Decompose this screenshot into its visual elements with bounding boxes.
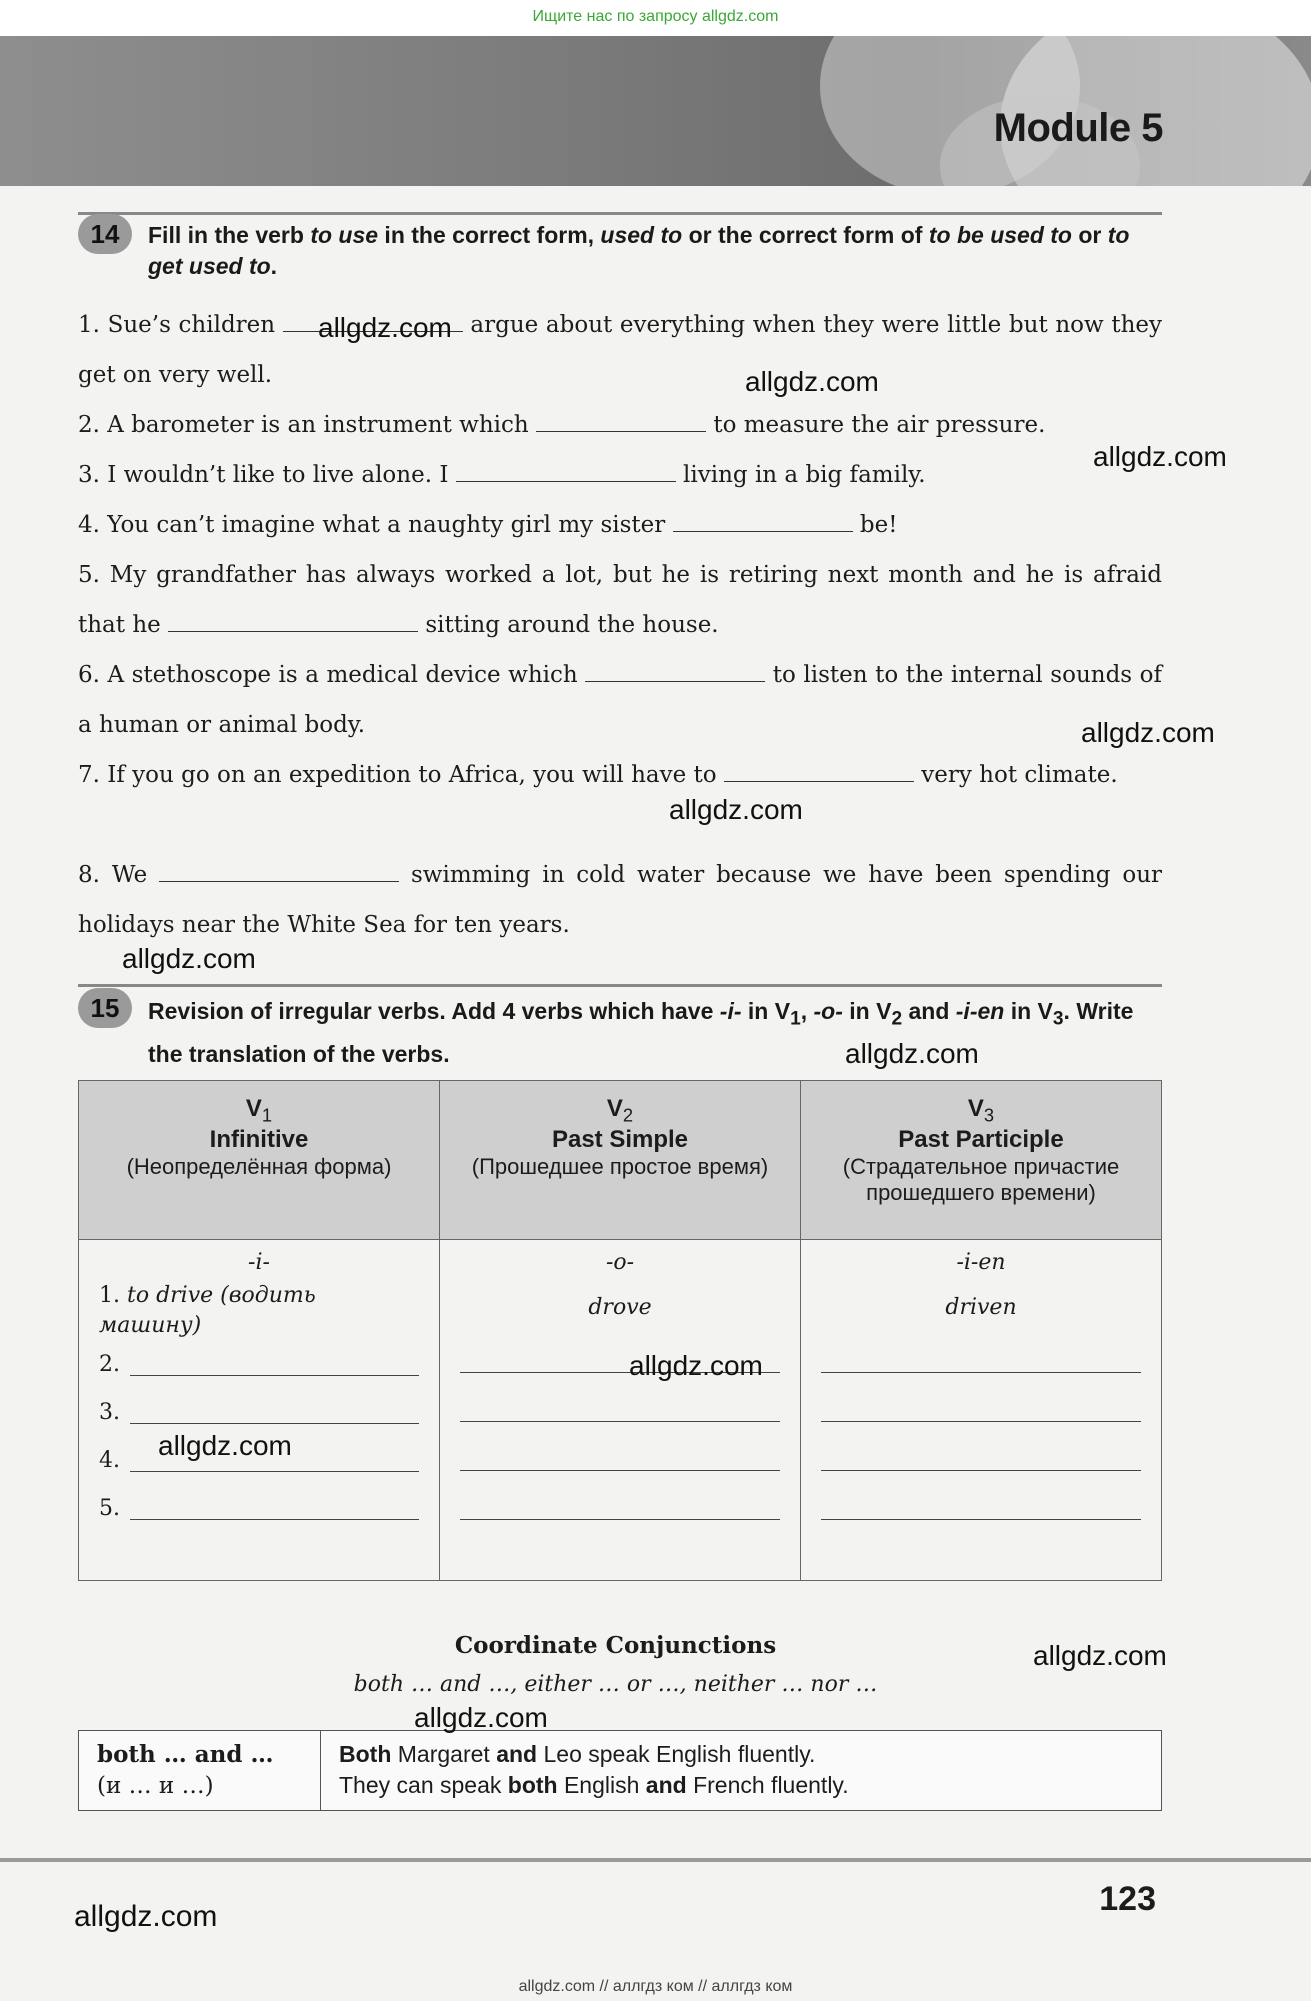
column-header-v2 <box>440 1081 801 1240</box>
ex-bold: both <box>507 1772 558 1798</box>
module-title: Module 5 <box>993 106 1163 150</box>
sentence-text: 8. We <box>78 862 148 888</box>
sentence-4 <box>78 500 1162 550</box>
row-number: 5. <box>99 1496 120 1521</box>
instr-italic: used to <box>600 222 683 248</box>
exercise-14-instruction <box>148 220 1162 282</box>
sentence-text: 2. A barometer is an instrument which <box>78 412 529 438</box>
instr-italic: to get used to <box>148 222 1130 279</box>
instr-text: in the correct form, <box>378 222 601 248</box>
answer-line[interactable] <box>460 1493 780 1520</box>
answer-row <box>99 1349 419 1381</box>
ending-label: -i- <box>248 1250 270 1275</box>
instr-text: Fill in the verb <box>148 222 311 248</box>
column-body-v2 <box>440 1240 801 1581</box>
instr-sub: 1 <box>790 1008 801 1030</box>
example-row <box>99 1281 419 1341</box>
ex-bold: Both <box>339 1741 392 1767</box>
answer-line[interactable] <box>821 1346 1141 1373</box>
watermark: allgdz.com <box>1033 1640 1167 1671</box>
sentence-text: very hot climate. <box>921 762 1118 788</box>
ex-text: They can speak <box>339 1772 508 1798</box>
answer-blank[interactable] <box>673 511 853 532</box>
sentence-text: argue about everything when they were little but now they get on very well. <box>78 312 1163 388</box>
sentence-text: sitting around the house. <box>425 612 719 638</box>
sentence-text: be! <box>859 512 898 538</box>
conj-example-2 <box>339 1770 1143 1801</box>
footer-links[interactable]: allgdz.com // аллгдз ком // аллгдз ком <box>518 1978 793 1995</box>
module-header <box>0 36 1311 186</box>
example-v1: to drive (водить машину) <box>99 1283 316 1338</box>
example-v3: driven <box>945 1295 1017 1320</box>
sentence-text: 1. Sue’s children <box>78 312 276 338</box>
instr-sub: 2 <box>891 1008 903 1030</box>
instr-text: in V <box>1004 998 1053 1024</box>
watermark: allgdz.com <box>318 312 452 343</box>
sentence-text: 6. A stethoscope is a medical device which <box>78 662 578 688</box>
instr-text: or <box>1071 222 1108 248</box>
ex-bold: and <box>496 1741 538 1767</box>
answer-blank[interactable] <box>168 611 418 632</box>
sentence-text: 4. You can’t imagine what a naughty girl my sister <box>78 512 666 538</box>
row-number: 3. <box>99 1400 120 1425</box>
column-v-sub: 1 <box>261 1104 273 1126</box>
answer-line[interactable] <box>130 1349 419 1376</box>
column-title: Past Participle <box>898 1126 1064 1154</box>
watermark: allgdz.com <box>122 943 256 974</box>
ex-bold: and <box>645 1772 687 1798</box>
answer-line[interactable] <box>460 1395 780 1422</box>
answer-line[interactable] <box>821 1444 1141 1471</box>
conjunctions-title: Coordinate Conjunctions <box>454 1632 777 1659</box>
watermark: allgdz.com <box>1093 441 1227 472</box>
instr-italic: -i-en <box>955 998 1005 1024</box>
column-v-label: V <box>606 1095 623 1122</box>
column-header-v1 <box>79 1081 440 1240</box>
sentence-8 <box>78 850 1162 950</box>
column-header-v3 <box>801 1081 1162 1240</box>
exercise-15-instruction <box>148 994 1162 1071</box>
column-ru: (Неопределённая форма) <box>126 1154 392 1180</box>
watermark: allgdz.com <box>414 1702 548 1733</box>
ex-text: Margaret <box>391 1741 497 1767</box>
column-ru: (Прошедшее простое время) <box>471 1154 769 1180</box>
section-rule <box>78 212 1162 215</box>
answer-row <box>99 1493 419 1525</box>
instr-italic: -o- <box>813 998 843 1024</box>
conjunctions-subtitle: both … and …, either … or …, neither … nor … <box>353 1672 878 1697</box>
row-number: 4. <box>99 1448 120 1473</box>
sentence-2 <box>78 400 1162 450</box>
instr-text: and <box>902 998 956 1024</box>
ex-text: Leo speak English fluently. <box>537 1741 816 1767</box>
instr-text: . Write the translation of the verbs. <box>148 998 1134 1067</box>
column-title: Past Simple <box>551 1126 689 1154</box>
top-search-banner[interactable]: Ищите нас по запросу allgdz.com <box>0 0 1311 34</box>
answer-line[interactable] <box>821 1493 1141 1520</box>
instr-italic: to be used to <box>928 222 1072 248</box>
sentence-1 <box>78 300 1162 400</box>
answer-row <box>99 1397 419 1429</box>
ex-text: English <box>557 1772 646 1798</box>
sentence-text: to listen to the internal sounds of a human or animal body. <box>78 662 1162 738</box>
watermark: allgdz.com <box>158 1430 292 1461</box>
column-body-v3 <box>801 1240 1162 1581</box>
column-ru: (Страдательное причастие прошедшего времени) <box>842 1154 1120 1206</box>
instr-text: in V <box>842 998 892 1024</box>
instr-text: , <box>800 998 814 1024</box>
column-v-sub: 2 <box>622 1104 634 1126</box>
sentence-text: swimming in cold water because we have been spending our holidays near the White Sea for ten years. <box>78 862 1163 938</box>
watermark: allgdz.com <box>74 1900 218 1933</box>
conjunctions-table <box>78 1730 1162 1811</box>
page-number: 123 <box>1099 1880 1156 1918</box>
sentence-6 <box>78 650 1162 750</box>
example-v2: drove <box>588 1295 652 1320</box>
column-title: Infinitive <box>209 1126 309 1154</box>
answer-line[interactable] <box>460 1444 780 1471</box>
section-rule <box>78 984 1162 987</box>
watermark: allgdz.com <box>745 366 879 397</box>
sentence-3 <box>78 450 1162 500</box>
answer-blank[interactable] <box>585 661 765 682</box>
conj-term-cell <box>79 1731 321 1811</box>
instr-text: or the correct form of <box>682 222 929 248</box>
sentence-text: living in a big family. <box>683 462 926 488</box>
answer-line[interactable] <box>130 1493 419 1520</box>
sentence-text: to measure the air pressure. <box>713 412 1046 438</box>
exercise-number-14: 14 <box>78 214 132 254</box>
conj-term: both … and … <box>97 1741 274 1768</box>
ending-label: -i-en <box>956 1250 1006 1275</box>
watermark: allgdz.com <box>669 794 803 825</box>
answer-line[interactable] <box>130 1397 419 1424</box>
answer-line[interactable] <box>821 1395 1141 1422</box>
ending-label: -o- <box>605 1250 635 1275</box>
column-v-label: V <box>967 1095 984 1122</box>
conj-example-1 <box>339 1739 1143 1770</box>
answer-blank[interactable] <box>724 761 914 782</box>
conj-term-ru: (и … и …) <box>97 1773 214 1799</box>
conj-example-cell <box>321 1731 1162 1811</box>
column-v-label: V <box>245 1095 262 1122</box>
instr-italic: -i- <box>719 998 742 1024</box>
bottom-rule <box>0 1858 1311 1862</box>
answer-blank[interactable] <box>456 461 676 482</box>
sentence-text: 3. I wouldn’t like to live alone. I <box>78 462 449 488</box>
watermark: allgdz.com <box>845 1038 979 1069</box>
instr-sub: 3 <box>1052 1008 1064 1030</box>
watermark: allgdz.com <box>1081 717 1215 748</box>
answer-blank[interactable] <box>536 411 706 432</box>
instr-text: . <box>270 253 278 279</box>
row-number: 1. <box>99 1283 120 1308</box>
exercise-number-15: 15 <box>78 988 132 1028</box>
irregular-verbs-table <box>78 1080 1162 1581</box>
watermark: allgdz.com <box>629 1350 763 1381</box>
sentence-text: 7. If you go on an expedition to Africa, you will have to <box>78 762 717 788</box>
instr-italic: to use <box>310 222 379 248</box>
column-v-sub: 3 <box>983 1104 995 1126</box>
sentence-5 <box>78 550 1162 650</box>
answer-blank[interactable] <box>159 861 399 882</box>
sentence-7 <box>78 750 1162 800</box>
instr-text: in V <box>741 998 791 1024</box>
instr-text: Revision of irregular verbs. Add 4 verbs which have <box>148 998 720 1024</box>
column-body-v1 <box>79 1240 440 1581</box>
row-number: 2. <box>99 1352 120 1377</box>
ex-text: French fluently. <box>686 1772 849 1798</box>
sentence-text: 5. My grandfather has always worked a lot, but he is retiring next month and he is afraid that he <box>78 562 1162 638</box>
